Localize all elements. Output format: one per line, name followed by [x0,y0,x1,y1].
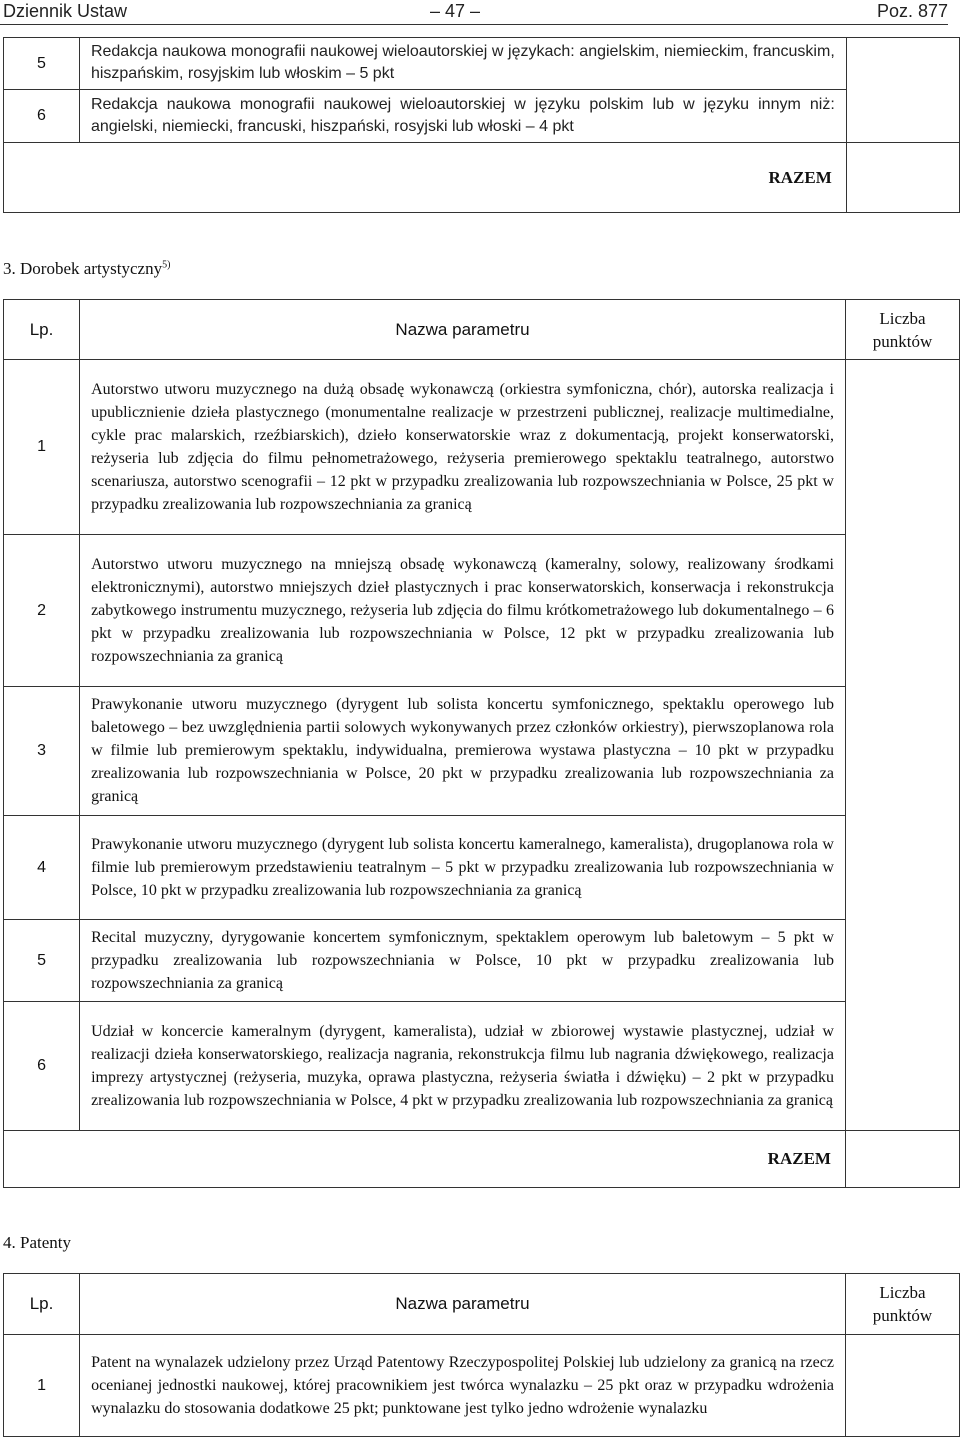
column-header-lp: Lp. [4,300,80,360]
points-cell[interactable] [846,38,959,143]
table-row [4,90,960,143]
table-row [4,360,960,535]
column-header-name: Nazwa parametru [80,300,846,360]
section-title-text: 3. Dorobek artystyczny [3,259,163,278]
total-row [4,1131,960,1188]
row-number: 6 [4,90,80,143]
row-number: 5 [4,38,80,90]
publications-table-continuation [3,37,960,213]
page-header [0,0,948,26]
table-row [4,920,960,1002]
row-number: 4 [4,816,80,920]
row-description: Patent na wynalazek udzielony przez Urząd Patentowy Rzeczypospolitej Polskiej lub udzielony za granicą na rzecz ocenianej jednostki naukowej, której pracownikiem jest twórca wynalazku – 25 pkt oraz w przypadku wdrożenia wynalazku do stosowania dodatkowe 25 pkt; punktowane jest tylko jedno wdrożenie wynalazku [80,1335,846,1437]
points-header-line2: punktów [872,331,933,351]
row-description: Redakcja naukowa monografii naukowej wieloautorskiej w językach: angielskim, niemieckim, francuskim, hiszpańskim, rosyjskim lub włoskim – 5 pkt [79,38,846,90]
points-header-line1: Liczba [879,1283,926,1302]
row-number: 6 [4,1002,80,1131]
row-number: 1 [4,360,80,535]
total-label: RAZEM [4,143,847,213]
total-points-cell[interactable] [845,1131,959,1188]
section-title-patents [3,1233,71,1253]
row-description: Prawykonanie utworu muzycznego (dyrygent lub solista koncertu kameralnego, kameralista), drugoplanowa rola w filmie lub premierowym przedstawieniu teatralnym – 5 pkt w przypadku zrealizowania lub rozpowszechniania w Polsce, 10 pkt w przypadku zrealizowania lub rozpowszechniania za granicą [80,816,846,920]
row-number: 2 [4,535,80,687]
row-description: Udział w koncercie kameralnym (dyrygent, kameralista), udział w zbiorowej wystawie plastycznej, udział w realizacji dzieła konserwatorskiego, realizacja nagrania, rekonstrukcja filmu lub nagrania dźwiękowego, realizacja imprezy artystycznej (reżyseria, muzyka, oprawa plastyczna, reżyseria światła i dźwięku) – 2 pkt w przypadku zrealizowania lub rozpowszechniania w Polsce, 4 pkt w przypadku zrealizowania lub rozpowszechniania za granicą [80,1002,846,1131]
footnote-ref: 5) [162,259,171,271]
page-number: – 47 – [430,1,481,21]
points-header-line1: Liczba [879,308,926,328]
table-header-row [4,1274,960,1335]
points-cell[interactable] [845,1335,959,1437]
row-description: Prawykonanie utworu muzycznego (dyrygent lub solista koncertu symfonicznego, spektaklu operowego lub baletowego – bez uwzględnienia partii solowych wykonywanych przez członków orkiestry), pierwszoplanowa rola w filmie lub premierowym spektaklu, indywidualna, premierowa wystawa plastyczna – 10 pkt w przypadku zrealizowania lub rozpowszechniania w Polsce, 20 pkt w przypadku zrealizowania lub rozpowszechniania za granicą [80,687,846,816]
section-title-text: 4. Patenty [3,1233,71,1252]
column-header-name: Nazwa parametru [80,1274,846,1335]
header-rule [0,24,948,25]
points-header-line2: punktów [872,1306,933,1325]
total-points-cell[interactable] [846,143,959,213]
column-header-points [845,300,959,360]
table-row [4,1335,960,1437]
points-cell[interactable] [845,360,959,1131]
table-row [4,687,960,816]
patents-table [3,1273,960,1437]
column-header-lp: Lp. [4,1274,80,1335]
table-header-row [4,300,960,360]
total-row [4,143,960,213]
row-description: Autorstwo utworu muzycznego na dużą obsadę wykonawczą (orkiestra symfoniczna, chór), autorska realizacja i upublicznienie dzieła plastycznego (monumentalne realizacje w przestrzeni publicznej, realizacje multimedialne, cykle prac malarskich, rzeźbiarskich), dzieło konserwatorskie wraz z dokumentacją, projekt konserwatorski, reżyseria lub zdjęcia do filmu pełnometrażowego, reżyseria premierowego spektaklu teatralnego, autorstwo scenariusza, autorstwo scenografii – 12 pkt w przypadku zrealizowania lub rozpowszechniania w Polsce, 25 pkt w przypadku zrealizowania lub rozpowszechniania za granicą [80,360,846,535]
row-number: 3 [4,687,80,816]
column-header-points [845,1274,959,1335]
row-description: Redakcja naukowa monografii naukowej wieloautorskiej w języku polskim lub w języku innym niż: angielski, niemiecki, francuski, hiszpański, rosyjski lub włoski – 4 pkt [79,90,846,143]
table-row [4,1002,960,1131]
row-description: Autorstwo utworu muzycznego na mniejszą obsadę wykonawczą (kameralny, solowy, realizowany środkami elektronicznymi), autorstwo mniejszych dzieł plastycznych i prac konserwatorskich, konserwacja i rekonstrukcja zabytkowego instrumentu muzycznego, reżyseria lub zdjęcia do filmu krótkometrażowego lub dokumentalnego – 6 pkt w przypadku zrealizowania lub rozpowszechniania w Polsce, 12 pkt w przypadku zrealizowania lub rozpowszechniania za granicą [80,535,846,687]
row-number: 1 [4,1335,80,1437]
position-number: Poz. 877 [876,1,948,21]
journal-name: Dziennik Ustaw [3,1,128,21]
section-title-artistic [3,259,170,279]
table-row [4,816,960,920]
total-label: RAZEM [4,1131,846,1188]
table-row [4,38,960,90]
row-number: 5 [4,920,80,1002]
row-description: Recital muzyczny, dyrygowanie koncertem symfonicznym, spektaklem operowym lub baletowym – 5 pkt w przypadku zrealizowania lub rozpowszechniania w Polsce, 10 pkt w przypadku zrealizowania lub rozpowszechniania za granicą [80,920,846,1002]
artistic-achievements-table [3,299,960,1188]
table-row [4,535,960,687]
